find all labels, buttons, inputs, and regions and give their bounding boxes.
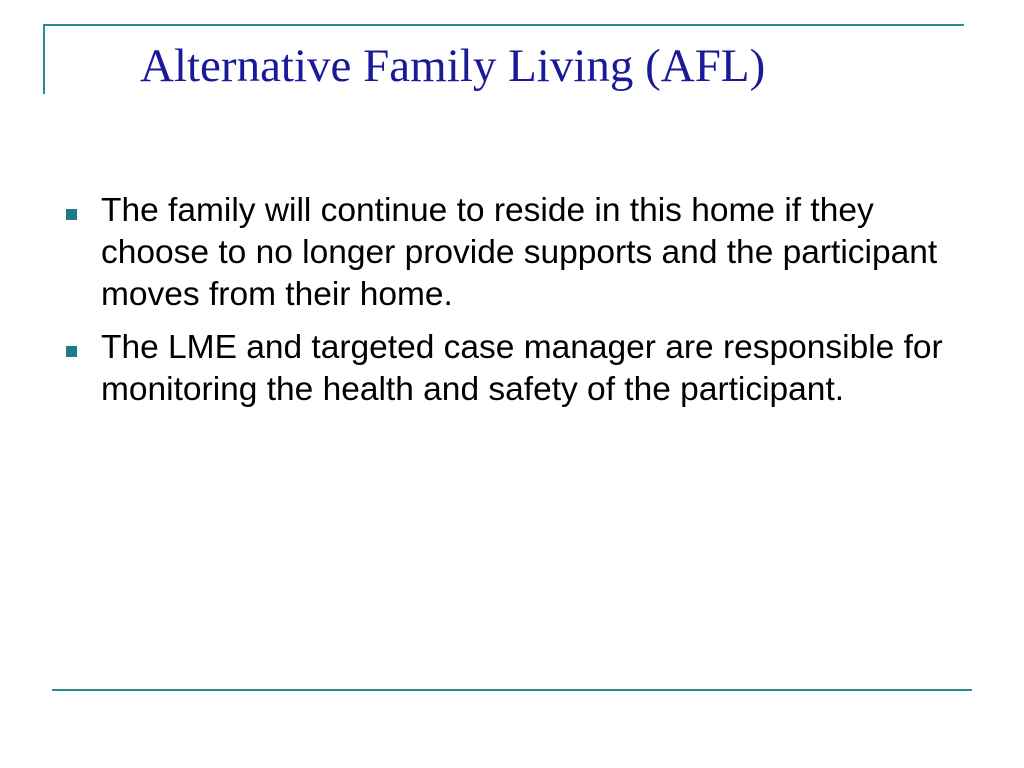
slide-title: Alternative Family Living (AFL) bbox=[140, 40, 766, 92]
bullet-item bbox=[66, 190, 946, 316]
frame-top-rule bbox=[43, 24, 964, 26]
square-bullet-icon bbox=[66, 209, 77, 220]
frame-bottom-rule bbox=[52, 689, 972, 691]
bullet-list bbox=[66, 190, 946, 422]
bullet-text: The LME and targeted case manager are responsible for monitoring the health and safety of the participant. bbox=[101, 329, 943, 408]
square-bullet-icon bbox=[66, 346, 77, 357]
frame-left-rule bbox=[43, 24, 45, 94]
bullet-text: The family will continue to reside in this home if they choose to no longer provide supports and the participant moves from their home. bbox=[101, 192, 938, 313]
bullet-item bbox=[66, 327, 946, 411]
